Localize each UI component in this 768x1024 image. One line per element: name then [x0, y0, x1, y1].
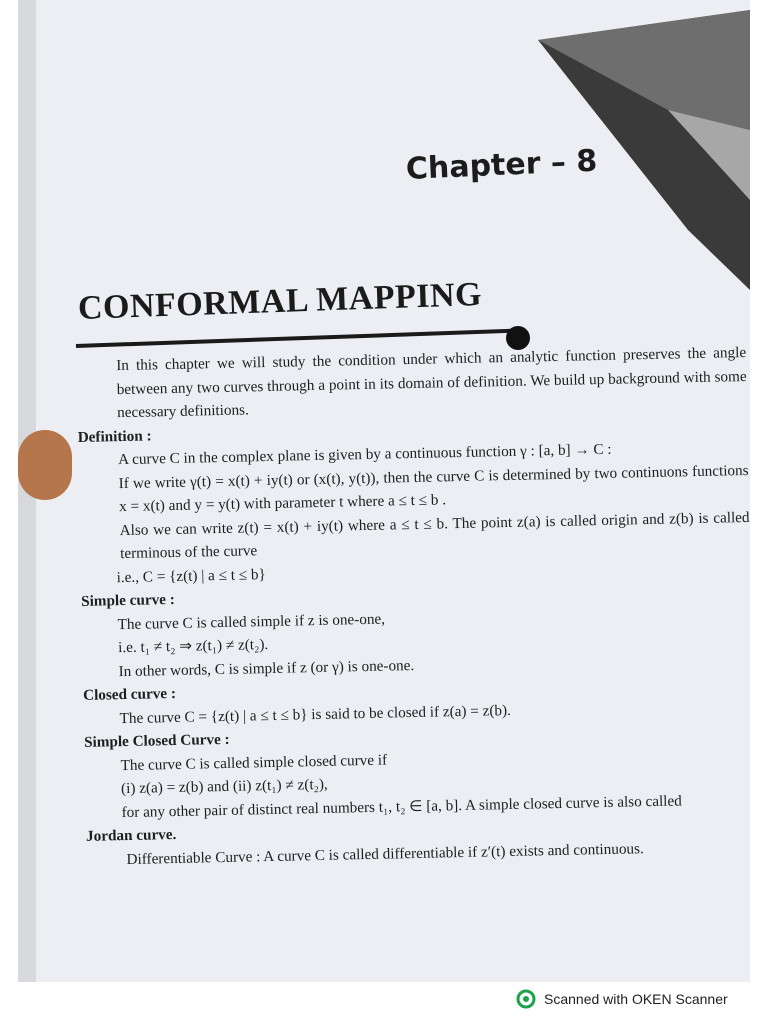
- paragraph: In other words, C is simple if z (or γ) is one-one.: [118, 656, 415, 680]
- paragraph: (i) z(a) = z(b) and (ii) z(t₁) ≠ z(t₂),: [120, 775, 328, 798]
- paragraph: In this chapter we will study the condition under which an analytic function preserves the angle between any two curves through a point in its domain of definition. We build up background with some necessary definitions.: [116, 343, 747, 422]
- paragraph: The curve C is called simple if z is one-one,: [117, 610, 386, 633]
- paragraph: The curve C is called simple closed curve if: [120, 751, 388, 774]
- chapter-number: Chapter – 8: [405, 143, 598, 187]
- paragraph: The curve C = {z(t) | a ≤ t ≤ b} is said to be closed if z(a) = z(b).: [119, 701, 512, 727]
- scanner-logo-icon: [516, 989, 536, 1009]
- paragraph: Also we can write z(t) = x(t) + iy(t) where a ≤ t ≤ b. The point z(a) is called origin and z(b) is called terminous of the curve: [119, 508, 750, 563]
- chapter-title: CONFORMAL MAPPING: [77, 275, 483, 327]
- scanner-watermark: [516, 989, 728, 1009]
- section-heading: Simple curve :: [80, 590, 175, 610]
- paragraph: for any other pair of distinct real numbers t₁, t₂ ∈ [a, b]. A simple closed curve is also called: [121, 791, 682, 821]
- section-heading: Jordan curve.: [85, 826, 177, 845]
- chapter-body: [76, 341, 750, 872]
- section-heading: Closed curve :: [82, 684, 177, 704]
- thumb: [18, 430, 72, 500]
- paragraph: A curve C in the complex plane is given by a continuous function γ : [a, b] → C :: [118, 440, 612, 469]
- book-page: [18, 0, 750, 982]
- title-underline: [76, 329, 520, 348]
- section-heading: Simple Closed Curve :: [83, 730, 230, 751]
- paragraph: If we write γ(t) = x(t) + iy(t) or (x(t), y(t)), then the curve C is determined by two continuons functions x = x(t) and y = y(t) with parameter t where a ≤ t ≤ b .: [118, 461, 749, 516]
- section-heading: Definition :: [77, 426, 152, 446]
- paragraph: Differentiable Curve : A curve C is called differentiable if z′(t) exists and continuous.: [126, 839, 644, 868]
- scanner-label: Scanned with OKEN Scanner: [544, 991, 728, 1007]
- paragraph: i.e. t₁ ≠ t₂ ⇒ z(t₁) ≠ z(t₂).: [117, 636, 269, 657]
- paragraph: i.e., C = {z(t) | a ≤ t ≤ b}: [116, 565, 266, 586]
